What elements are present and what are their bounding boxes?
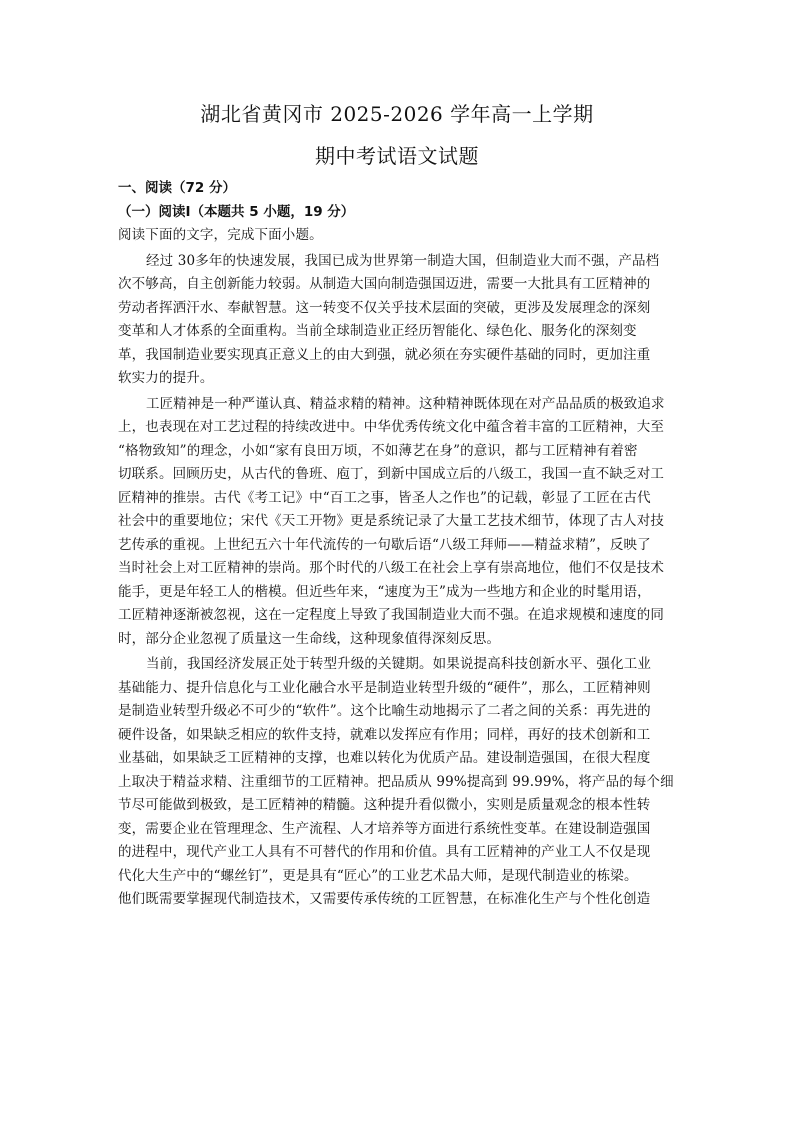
section-heading: 一、阅读（72 分）: [118, 180, 236, 196]
paragraph-line: 匠精神的推崇。古代《考工记》中“百工之事，皆圣人之作也”的记载，彰显了工匠在古代: [118, 489, 651, 506]
paragraph-line: 经过 30多年的快速发展，我国已成为世界第一制造大国，但制造业大而不强，产品档: [146, 252, 660, 269]
paragraph-2: [118, 393, 680, 652]
paragraph-line: 业基础，如果缺乏工匠精神的支撑，也难以转化为优质产品。建设制造强国，在很大程度: [118, 750, 651, 766]
document-body: [118, 176, 680, 912]
paragraph-line: 软实力的提升。: [118, 370, 214, 386]
paragraph-line: 当时社会上对工匠精神的崇尚。那个时代的八级工在社会上享有崇高地位，他们不仅是技术: [118, 560, 664, 576]
paragraph-line: “格物致知”的理念，小如“家有良田万顷，不如薄艺在身”的意识，都与工匠精神有着密: [118, 442, 638, 459]
paragraph-line: 变，需要企业在管理理念、生产流程、人才培养等方面进行系统性变革。在建设制造强国: [118, 820, 651, 837]
paragraph-line: 节尽可能做到极致，是工匠精神的精髓。这种提升看似微小，实则是质量观念的根本性转: [118, 797, 651, 813]
paragraph-line: 革，我国制造业要实现真正意义上的由大到强，就必须在夯实硬件基础的同时，更加注重: [118, 346, 651, 363]
paragraph-line: 时，部分企业忽视了质量这一生命线，这种现象值得深刻反思。: [118, 630, 501, 647]
paragraph-line: 次不够高，自主创新能力较弱。从制造大国向制造强国迈进，需要一大批具有工匠精神的: [118, 276, 651, 292]
paragraph-line: 上取决于精益求精、注重细节的工匠精神。把品质从 99%提高到 99.99%，将产品的每个细: [118, 773, 674, 790]
paragraph-line: 硬件设备，如果缺乏相应的软件支持，就难以发挥应有作用；同样，再好的技术创新和工: [118, 726, 651, 743]
instruction-text: 阅读下面的文字，完成下面小题。: [118, 227, 323, 243]
paragraph-line: 的进程中，现代产业工人具有不可替代的作用和价值。具有工匠精神的产业工人不仅是现: [118, 844, 651, 860]
paragraph-line: 变革和人才体系的全面重构。当前全球制造业正经历智能化、绿色化、服务化的深刻变: [118, 323, 637, 339]
paragraph-line: 劳动者挥洒汗水、奉献智慧。这一转变不仅关乎技术层面的突破，更涉及发展理念的深刻: [118, 299, 651, 316]
paragraph-line: 当前，我国经济发展正处于转型升级的关键期。如果说提高科技创新水平、强化工业: [146, 656, 652, 672]
paragraph-3: [118, 653, 680, 912]
paragraph-line: 他们既需要掌握现代制造技术，又需要传承传统的工匠智慧，在标准化生产与个性化创造: [118, 891, 651, 907]
paragraph-line: 切联系。回顾历史，从古代的鲁班、庖丁，到新中国成立后的八级工，我国一直不缺乏对工: [118, 466, 664, 482]
paragraph-line: 上，也表现在对工艺过程的持续改进中。中华优秀传统文化中蕴含着丰富的工匠精神，大至: [118, 419, 664, 435]
paragraph-line: 工匠精神是一种严谨认真、精益求精的精神。这种精神既体现在对产品品质的极致追求: [146, 395, 665, 412]
paragraph-line: 能手，更是年轻工人的楷模。但近些年来，“速度为王”成为一些地方和企业的时髦用语，: [118, 583, 651, 600]
paragraph-line: 工匠精神逐渐被忽视，这在一定程度上导致了我国制造业大而不强。在追求规模和速度的同: [118, 607, 664, 623]
paragraph-line: 代化大生产中的“螺丝钉”，更是具有“匠心”的工业艺术品大师，是现代制造业的栋梁。: [118, 867, 638, 884]
paragraph-1: [118, 250, 680, 391]
paragraph-line: 社会中的重要地位；宋代《天工开物》更是系统记录了大量工艺技术细节，体现了古人对技: [118, 513, 664, 529]
paragraph-line: 是制造业转型升级必不可少的“软件”。这个比喻生动地揭示了二者之间的关系：再先进的: [118, 703, 651, 719]
paragraph-line: 艺传承的重视。上世纪五六十年代流传的一句歇后语“八级工拜师——精益求精”，反映了: [118, 536, 651, 553]
document-title-line-2: 期中考试语文试题: [315, 144, 479, 168]
paragraph-line: 基础能力、提升信息化与工业化融合水平是制造业转型升级的“硬件”，那么，工匠精神则: [118, 679, 651, 696]
document-title-line-1: 湖北省黄冈市 2025-2026 学年高一上学期: [200, 102, 594, 126]
subsection-heading: （一）阅读Ⅰ（本题共 5 小题，19 分）: [118, 204, 355, 220]
